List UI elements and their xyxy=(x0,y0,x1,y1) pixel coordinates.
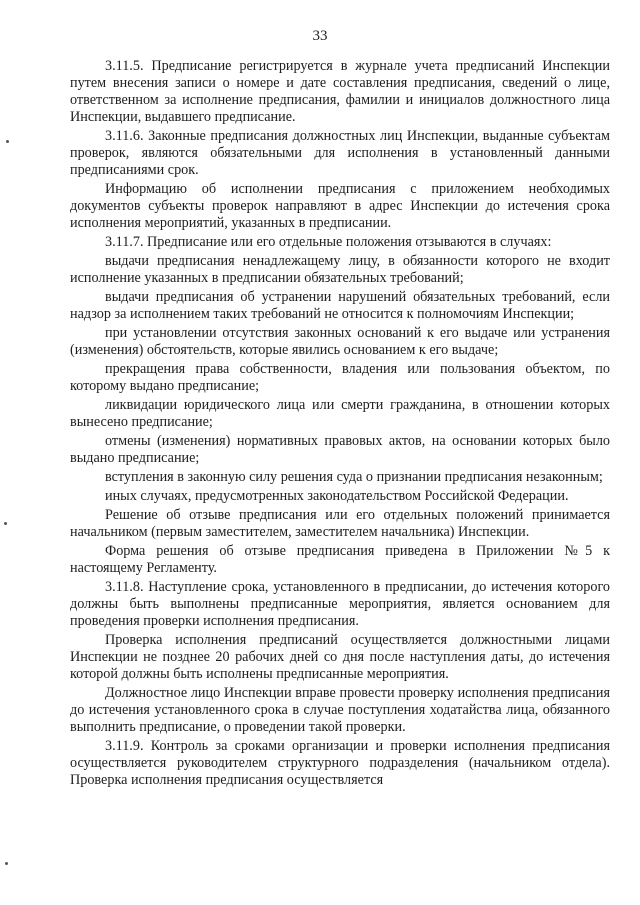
case-no-authority: выдачи предписания об устранении нарушений обязательных требований, если надзор за исполнением таких требований не относится к полномочиям Инспекции; xyxy=(70,289,610,322)
paragraph-3-11-7: 3.11.7. Предписание или его отдельные положения отзываются в случаях: xyxy=(105,234,552,250)
paragraph-3-11-9: 3.11.9. Контроль за сроками организации и проверки исполнения предписания осуществляется руководителем структурного подразделения (начальником отдела). Проверка исполнения предписания осуществляется xyxy=(70,738,610,788)
scan-speck xyxy=(5,862,8,865)
case-court-decision: вступления в законную силу решения суда о признании предписания незаконным; xyxy=(105,469,603,485)
case-liquidation: ликвидации юридического лица или смерти гражданина, в отношении которых вынесено предписание; xyxy=(70,397,610,430)
paragraph-check-deadline: Проверка исполнения предписаний осуществляется должностными лицами Инспекции не позднее 20 рабочих дней со дня после наступления даты, до истечения которой должны быть исполнены предписанные мероприятия. xyxy=(70,632,610,682)
paragraph-early-check: Должностное лицо Инспекции вправе провести проверку исполнения предписания до истечения установленного срока в случае поступления ходатайства лица, обязанного выполнить предписание, о проведении такой проверки. xyxy=(70,685,610,735)
scan-speck xyxy=(4,522,7,525)
paragraph-3-11-8: 3.11.8. Наступление срока, установленного в предписании, до истечения которого должны быть выполнены предписанные мероприятия, является основанием для проведения проверки исполнения предписания. xyxy=(70,579,610,629)
case-improper-person: выдачи предписания ненадлежащему лицу, в обязанности которого не входит исполнение указанных в предписании обязательных требований; xyxy=(70,253,610,286)
paragraph-3-11-5: 3.11.5. Предписание регистрируется в журнале учета предписаний Инспекции путем внесения записи о номере и дате составления предписания, сведений о лице, ответственном за исполнение предписания, фамилии и инициалов должностного лица Инспекции, выдавшего предписание. xyxy=(70,58,610,125)
case-ownership-terminated: прекращения права собственности, владения или пользования объектом, по которому выдано предписание; xyxy=(70,361,610,394)
document-body xyxy=(70,58,610,791)
page-number: 33 xyxy=(312,28,328,44)
case-no-grounds: при установлении отсутствия законных оснований к его выдаче или устранения (изменения) обстоятельств, которые явились основанием к его выдаче; xyxy=(70,325,610,358)
case-other: иных случаях, предусмотренных законодательством Российской Федерации. xyxy=(105,488,569,504)
scan-speck xyxy=(6,140,9,143)
paragraph-execution-info: Информацию об исполнении предписания с приложением необходимых документов субъекты проверок направляют в адрес Инспекции до истечения срока исполнения мероприятий, указанных в предписании. xyxy=(70,181,610,231)
paragraph-revocation-form: Форма решения об отзыве предписания приведена в Приложении №5 к настоящему Регламенту. xyxy=(70,543,610,576)
paragraph-3-11-6: 3.11.6. Законные предписания должностных лиц Инспекции, выданные субъектам проверок, являются обязательными для исполнения в установленный данными предписаниями срок. xyxy=(70,128,610,178)
case-acts-repealed: отмены (изменения) нормативных правовых актов, на основании которых было выдано предписание; xyxy=(70,433,610,466)
paragraph-revocation-decision: Решение об отзыве предписания или его отдельных положений принимается начальником (первым заместителем, заместителем начальника) Инспекции. xyxy=(70,507,610,540)
